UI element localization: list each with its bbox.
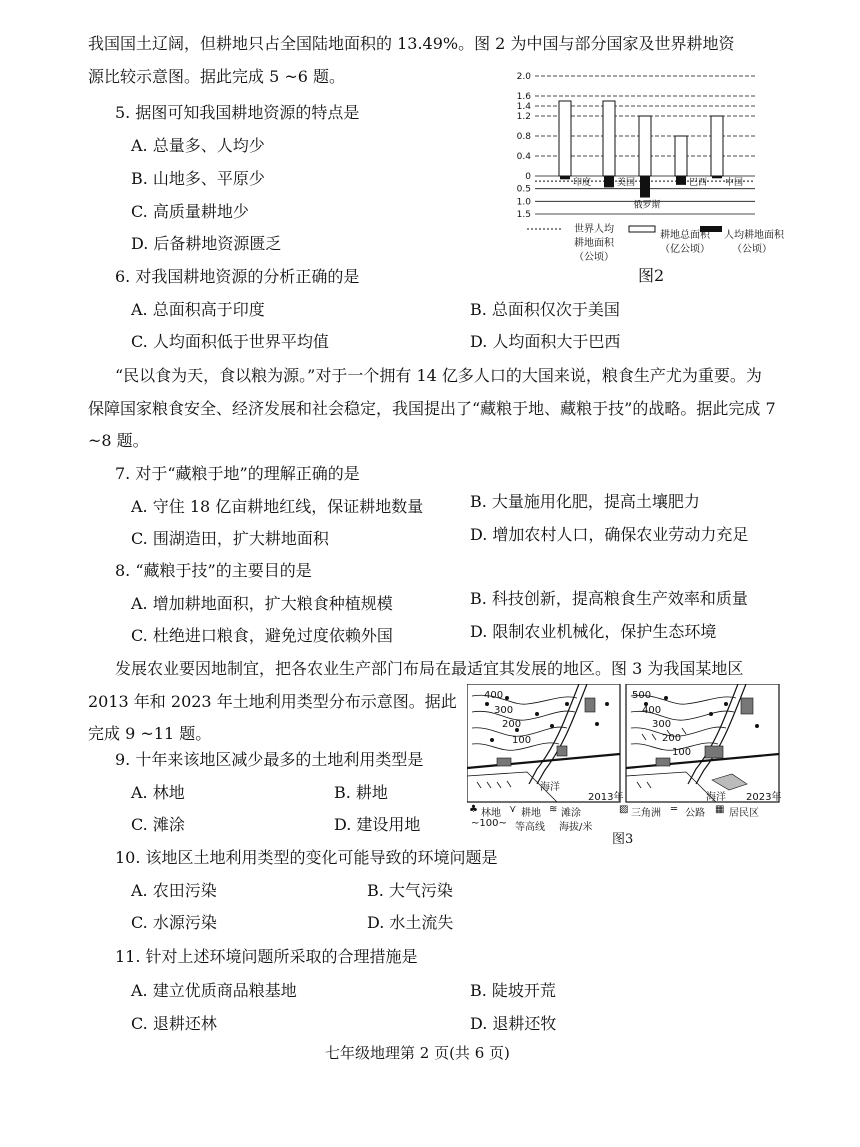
option-9c[interactable]: C. 滩涂 [131, 815, 185, 834]
legend-tidal: 滩涂 [561, 808, 581, 819]
legend-elevation: 海拔/米 [559, 822, 593, 833]
y-tick-label: 1.0 [516, 197, 531, 208]
legend-world-text: 世界人均 [574, 224, 614, 235]
legend-total-text: （亿公顷） [660, 244, 710, 255]
sea-label: 海洋 [540, 782, 560, 793]
question-8-stem: 8. “藏粮于技”的主要目的是 [115, 561, 312, 580]
y-tick-label: 1.4 [516, 102, 531, 112]
option-7c[interactable]: C. 围湖造田，扩大耕地面积 [131, 529, 329, 548]
intro-text-line: 我国国土辽阔，但耕地只占全国陆地面积的 13.49%。图 2 为中国与部分国家及世界耕地资 [88, 34, 735, 53]
sea-label: 海洋 [706, 792, 726, 803]
contour-sample: ~100~ [471, 818, 507, 829]
contour-label: 500 [632, 690, 652, 701]
bar-total-area [675, 136, 687, 176]
legend-percap-text: （公顷） [732, 244, 772, 255]
intro-text-line: 源比较示意图。据此完成 5 ~6 题。 [88, 67, 346, 86]
category-label: 中国 [725, 178, 744, 188]
y-tick-label: 0.4 [516, 152, 531, 162]
option-9a[interactable]: A. 林地 [131, 783, 185, 802]
option-8a[interactable]: A. 增加耕地面积，扩大粮食种植规模 [131, 594, 393, 613]
option-6c[interactable]: C. 人均面积低于世界平均值 [131, 332, 329, 351]
farmland-icon: ⋎ [509, 804, 517, 815]
question-9-stem: 9. 十年来该地区减少最多的土地利用类型是 [115, 750, 424, 769]
bar-total-area [639, 116, 651, 176]
y-tick-label: 0 [525, 172, 531, 182]
option-10b[interactable]: B. 大气污染 [367, 881, 453, 900]
intro-text-line: 发展农业要因地制宜，把各农业生产部门布局在最适宜其发展的地区。图 3 为我国某地区 [115, 659, 744, 678]
option-10a[interactable]: A. 农田污染 [131, 881, 217, 900]
option-8d[interactable]: D. 限制农业机械化，保护生态环境 [470, 622, 717, 641]
intro-text-line: 完成 9 ~11 题。 [88, 724, 212, 743]
option-11d[interactable]: D. 退耕还牧 [470, 1014, 557, 1033]
y-tick-label: 0.8 [516, 132, 531, 142]
y-tick-label: 1.5 [516, 210, 531, 220]
option-6b[interactable]: B. 总面积仅次于美国 [470, 300, 620, 319]
y-tick-label: 0.5 [516, 184, 531, 195]
contour-label: 100 [672, 747, 692, 758]
delta-icon: ▨ [619, 804, 629, 815]
forest-icon: ♣ [469, 804, 478, 815]
residential-icon: ▦ [715, 804, 725, 815]
legend-percap-text: 人均耕地面积 [724, 230, 784, 241]
category-label: 印度 [573, 178, 592, 188]
legend-contour: 等高线 [515, 822, 545, 833]
contour-label: 400 [642, 705, 662, 716]
question-5-stem: 5. 据图可知我国耕地资源的特点是 [115, 103, 360, 122]
category-label: 巴西 [689, 178, 708, 188]
year-label: 2023年 [746, 792, 782, 803]
figure-3-legend [467, 804, 782, 832]
intro-text-line: 保障国家粮食安全、经济发展和社会稳定，我国提出了“藏粮于地、藏粮于技”的战略。据此完成 7 [88, 399, 776, 418]
page-footer: 七年级地理第 2 页(共 6 页) [325, 1044, 510, 1062]
category-label: 美国 [617, 178, 636, 188]
option-11b[interactable]: B. 陡坡开荒 [470, 981, 556, 1000]
legend-forest: 林地 [481, 808, 501, 819]
option-8b[interactable]: B. 科技创新，提高粮食生产效率和质量 [470, 589, 748, 608]
option-6d[interactable]: D. 人均面积大于巴西 [470, 332, 621, 351]
legend-farmland: 耕地 [521, 808, 541, 819]
option-7b[interactable]: B. 大量施用化肥，提高土壤肥力 [470, 492, 700, 511]
figure-2-caption: 图2 [638, 266, 665, 285]
tidal-icon: ≋ [549, 804, 558, 815]
question-6-stem: 6. 对我国耕地资源的分析正确的是 [115, 267, 360, 286]
question-11-stem: 11. 针对上述环境问题所采取的合理措施是 [115, 947, 418, 966]
contour-label: 400 [484, 690, 504, 701]
bar-per-capita [676, 176, 686, 185]
question-10-stem: 10. 该地区土地利用类型的变化可能导致的环境问题是 [115, 848, 498, 867]
intro-text-line: “民以食为天，食以粮为源。”对于一个拥有 14 亿多人口的大国来说，粮食生产尤为重要。为 [115, 366, 762, 385]
option-10d[interactable]: D. 水土流失 [367, 913, 454, 932]
option-11a[interactable]: A. 建立优质商品粮基地 [131, 981, 297, 1000]
legend-road: 公路 [685, 808, 705, 819]
bar-per-capita [712, 176, 722, 178]
option-5b[interactable]: B. 山地多、平原少 [131, 169, 265, 188]
question-7-stem: 7. 对于“藏粮于地”的理解正确的是 [115, 464, 360, 483]
option-7d[interactable]: D. 增加农村人口，确保农业劳动力充足 [470, 525, 749, 544]
bar-per-capita [560, 176, 570, 179]
option-9d[interactable]: D. 建设用地 [334, 815, 421, 834]
bar-total-area [711, 116, 723, 176]
bar-per-capita [640, 176, 650, 198]
road-icon: ═ [671, 804, 678, 815]
contour-label: 100 [512, 735, 532, 746]
option-5c[interactable]: C. 高质量耕地少 [131, 202, 249, 221]
option-5d[interactable]: D. 后备耕地资源匮乏 [131, 234, 282, 253]
contour-label: 200 [502, 719, 522, 730]
option-11c[interactable]: C. 退耕还林 [131, 1014, 217, 1033]
y-tick-label: 2.0 [516, 72, 531, 82]
contour-label: 300 [494, 705, 514, 716]
legend-total-text: 耕地总面积 [660, 230, 710, 241]
legend-world-text: （公顷） [574, 252, 614, 263]
legend-delta: 三角洲 [631, 808, 661, 819]
option-7a[interactable]: A. 守住 18 亿亩耕地红线，保证耕地数量 [131, 497, 424, 516]
bar-total-area [603, 101, 615, 176]
legend-world-text: 耕地面积 [574, 238, 614, 249]
bar-total-area [559, 101, 571, 176]
category-label: 俄罗斯 [633, 200, 661, 211]
intro-text-line: ~8 题。 [88, 431, 149, 450]
option-10c[interactable]: C. 水源污染 [131, 913, 217, 932]
contour-sample-value: 100 [479, 818, 499, 829]
figure-3-caption: 图3 [612, 832, 634, 847]
option-5a[interactable]: A. 总量多、人均少 [131, 136, 265, 155]
contour-label: 200 [662, 733, 682, 744]
map-2023 [626, 684, 782, 803]
option-8c[interactable]: C. 杜绝进口粮食，避免过度依赖外国 [131, 626, 393, 645]
figure-2-chart [505, 66, 765, 276]
legend-total-swatch [629, 226, 655, 232]
option-6a[interactable]: A. 总面积高于印度 [131, 300, 265, 319]
y-tick-label: 1.2 [516, 112, 531, 122]
intro-text-line: 2013 年和 2023 年土地利用类型分布示意图。据此 [88, 692, 457, 711]
bar-per-capita [604, 176, 614, 187]
option-9b[interactable]: B. 耕地 [334, 783, 388, 802]
legend-residential: 居民区 [729, 808, 759, 819]
contour-label: 300 [652, 719, 672, 730]
year-label: 2013年 [588, 792, 624, 803]
y-tick-label: 1.6 [516, 92, 531, 102]
